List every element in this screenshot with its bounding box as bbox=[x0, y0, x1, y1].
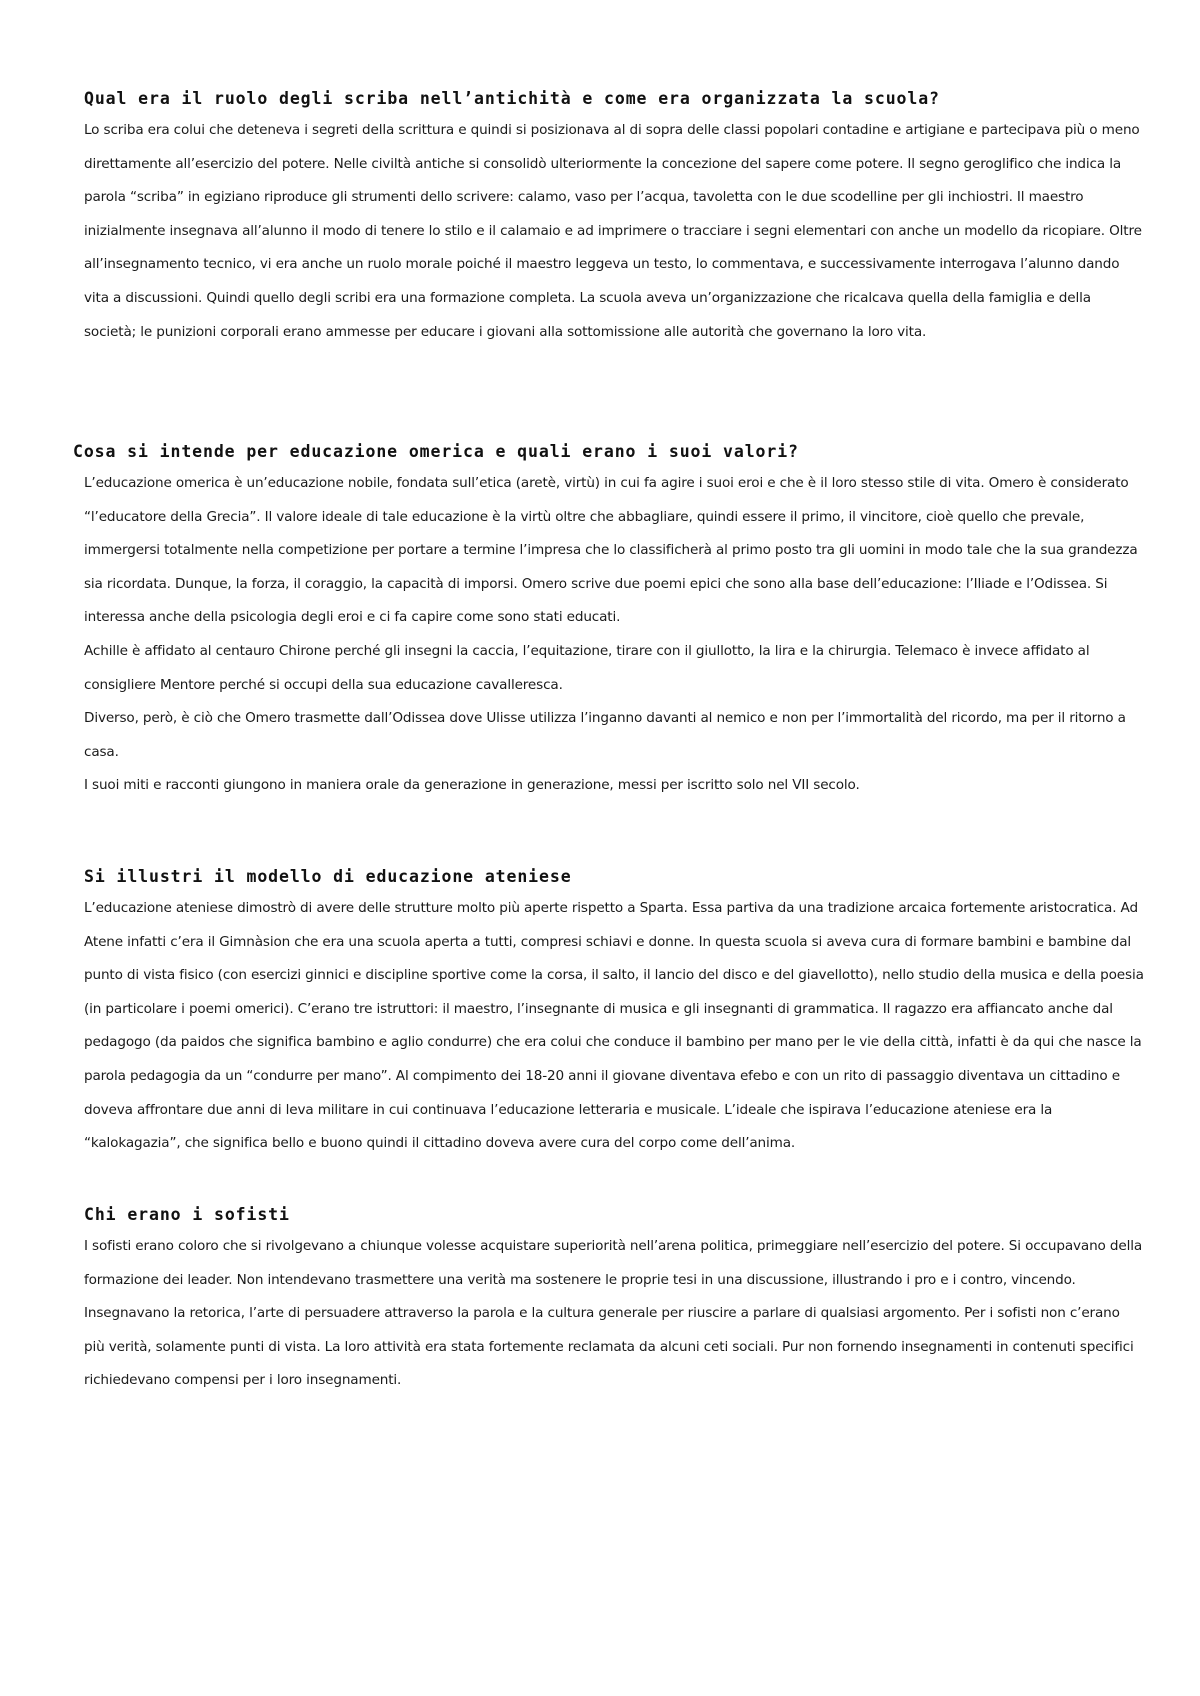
section-body-sofisti bbox=[84, 1230, 1144, 1398]
section-body-scribi bbox=[84, 114, 1144, 349]
paragraph: L’educazione omerica è un’educazione nobile, fondata sull’etica (aretè, virtù) in cui fa agire i suoi eroi e che è il loro stesso stile di vita. Omero è considerato “l’educatore della Grecia”. Il valore ideale di tale educazione è la virtù oltre che abbagliare, quindi essere il primo, il vincitore, cioè quello che prevale, immergersi totalmente nella competizione per portare a termine l’impresa che lo classificherà al primo posto tra gli uomini in modo tale che la sua grandezza sia ricordata. Dunque, la forza, il coraggio, la capacità di imporsi. Omero scrive due poemi epici che sono alla base dell’educazione: l’Iliade e l’Odissea. Si interessa anche della psicologia degli eroi e ci fa capire come sono stati educati. bbox=[84, 475, 1138, 626]
section-sofisti bbox=[84, 1204, 1144, 1398]
paragraph: Lo scriba era colui che deteneva i segreti della scrittura e quindi si posizionava al di sopra delle classi popolari contadine e artigiane e partecipava più o meno direttamente all’esercizio del potere. Nelle civiltà antiche si consolidò ulteriormente la concezione del sapere come potere. Il segno geroglifico che indica la parola “scriba” in egiziano riproduce gli strumenti dello scrivere: calamo, vaso per l’acqua, tavoletta con le due scodelline per gli inchiostri. Il maestro inizialmente insegnava all’alunno il modo di tenere lo stilo e il calamaio e ad imprimere o tracciare i segni elementari con anche un modello da ricopiare. Oltre all’insegnamento tecnico, vi era anche un ruolo morale poiché il maestro leggeva un testo, lo commentava, e successivamente interrogava l’alunno dando vita a discussioni. Quindi quello degli scribi era una formazione completa. La scuola aveva un’organizzazione che ricalcava quella della famiglia e della società; le punizioni corporali erano ammesse per educare i giovani alla sottomissione alle autorità che governano la loro vita. bbox=[84, 122, 1142, 340]
paragraph: L’educazione ateniese dimostrò di avere delle strutture molto più aperte rispetto a Sparta. Essa partiva da una tradizione arcaica fortemente aristocratica. Ad Atene infatti c’era il Gimnàsion che era una scuola aperta a tutti, compresi schiavi e donne. In questa scuola si aveva cura di formare bambini e bambine dal punto di vista fisico (con esercizi ginnici e discipline sportive come la corsa, il salto, il lancio del disco e del giavellotto), nello studio della musica e della poesia (in particolare i poemi omerici). C’erano tre istruttori: il maestro, l’insegnante di musica e gli insegnanti di grammatica. Il ragazzo era affiancato anche dal pedagogo (da paidos che significa bambino e aglio condurre) che era colui che conduce il bambino per mano per le vie della città, infatti è da qui che nasce la parola pedagogia da un “condurre per mano”. Al compimento dei 18-20 anni il giovane diventava efebo e con un rito di passaggio diventava un cittadino e doveva affrontare due anni di leva militare in cui continuava l’educazione letteraria e musicale. L’ideale che ispirava l’educazione ateniese era la “kalokagazia”, che significa bello e buono quindi il cittadino doveva avere cura del corpo come dell’anima. bbox=[84, 900, 1144, 1152]
paragraph: I suoi miti e racconti giungono in maniera orale da generazione in generazione, messi per iscritto solo nel VII secolo. bbox=[84, 777, 860, 794]
section-educazione-ateniese bbox=[84, 866, 1144, 1161]
section-heading-scribi: Qual era il ruolo degli scriba nell’antichità e come era organizzata la scuola? bbox=[84, 89, 940, 108]
section-educazione-omerica bbox=[73, 441, 1144, 803]
section-heading-educazione-omerica: Cosa si intende per educazione omerica e quali erano i suoi valori? bbox=[73, 442, 799, 461]
paragraph: Achille è affidato al centauro Chirone perché gli insegni la caccia, l’equitazione, tirare con il giullotto, la lira e la chirurgia. Telemaco è invece affidato al consigliere Mentore perché si occupi della sua educazione cavalleresca. bbox=[84, 642, 1090, 693]
section-body-educazione-omerica bbox=[73, 467, 1144, 803]
section-body-educazione-ateniese bbox=[84, 892, 1144, 1161]
section-heading-sofisti: Chi erano i sofisti bbox=[84, 1205, 290, 1224]
paragraph: I sofisti erano coloro che si rivolgevano a chiunque volesse acquistare superiorità nell’arena politica, primeggiare nell’esercizio del potere. Si occupavano della formazione dei leader. Non intendevano trasmettere una verità ma sostenere le proprie tesi in una discussione, illustrando i pro e i contro, vincendo. Insegnavano la retorica, l’arte di persuadere attraverso la parola e la cultura generale per riuscire a parlare di qualsiasi argomento. Per i sofisti non c’erano più verità, solamente punti di vista. La loro attività era stata fortemente reclamata da alcuni ceti sociali. Pur non fornendo insegnamenti in contenuti specifici richiedevano compensi per i loro insegnamenti. bbox=[84, 1238, 1143, 1389]
section-scribi bbox=[84, 88, 1144, 349]
paragraph: Diverso, però, è ciò che Omero trasmette dall’Odissea dove Ulisse utilizza l’inganno davanti al nemico e non per l’immortalità del ricordo, ma per il ritorno a casa. bbox=[84, 710, 1126, 760]
section-heading-educazione-ateniese: Si illustri il modello di educazione ateniese bbox=[84, 867, 572, 886]
